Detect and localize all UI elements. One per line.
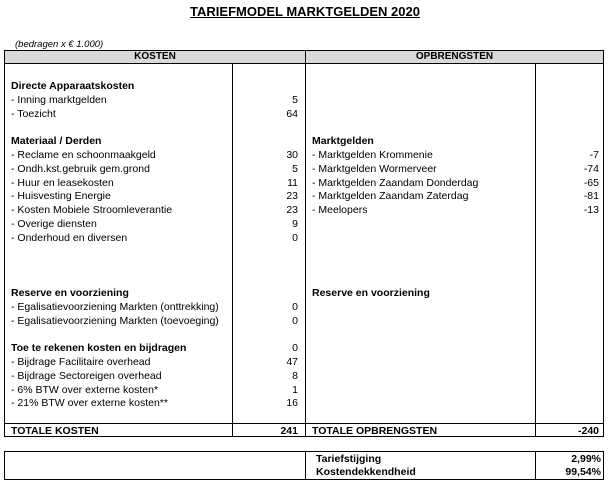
line-item-label: - Bijdrage Facilitaire overhead — [11, 356, 151, 368]
section-heading: Toe te rekenen kosten en bijdragen — [11, 342, 187, 355]
line-item-label: - Toezicht — [11, 107, 56, 120]
line-item-label: - Marktgelden Zaandam Donderdag — [312, 176, 479, 189]
line-item-value: 1 — [292, 383, 298, 396]
line-item-value: 5 — [292, 162, 298, 175]
line-item-value: -65 — [583, 176, 599, 189]
line-item-value: 0 — [292, 342, 298, 355]
line-item-value: 64 — [286, 107, 298, 120]
line-item-value: 0 — [292, 231, 298, 244]
line-item-label: - Huur en leasekosten — [11, 176, 114, 189]
amount-note: (bedragen x € 1.000) — [15, 39, 104, 50]
line-item-value: 23 — [286, 204, 298, 217]
line-item-label: - Meelopers — [312, 204, 368, 217]
kostendekkendheid-label: Kostendekkendheid — [316, 466, 416, 478]
line-item-label: - Marktgelden Wormerveer — [312, 162, 437, 175]
opbrengsten-header: OPBRENGSTEN — [306, 51, 603, 64]
line-item-label: - Marktgelden Krommenie — [312, 149, 433, 161]
section-heading: Marktgelden — [312, 135, 374, 148]
divider — [305, 63, 306, 436]
line-item-label: - 6% BTW over externe kosten* — [11, 383, 159, 396]
kostendekkendheid-value: 99,54% — [565, 466, 601, 478]
total-opbrengsten-value: -240 — [577, 425, 599, 437]
section-heading: Materiaal / Derden — [11, 135, 102, 148]
line-item-label: - Marktgelden Zaandam Zaterdag — [312, 190, 469, 203]
line-item-value: 9 — [292, 218, 298, 230]
line-item-label: - Reclame en schoonmaakgeld — [11, 149, 156, 161]
divider — [305, 452, 306, 479]
line-item-label: - Egalisatievoorziening Markten (onttrekking) — [11, 300, 219, 313]
total-kosten-label: TOTALE KOSTEN — [11, 425, 99, 437]
section-heading: Reserve en voorziening — [11, 287, 129, 299]
section-heading: Reserve en voorziening — [312, 287, 430, 299]
line-item-label: - Onderhoud en diversen — [11, 231, 128, 244]
line-item-label: - Huisvesting Energie — [11, 190, 111, 203]
line-item-value: 11 — [287, 176, 298, 189]
line-item-value: -81 — [583, 190, 599, 203]
tariefstijging-label: Tariefstijging — [316, 453, 382, 465]
line-item-label: - Bijdrage Sectoreigen overhead — [11, 369, 162, 382]
line-item-value: -74 — [583, 162, 599, 175]
total-opbrengsten-label: TOTALE OPBRENGSTEN — [312, 425, 438, 437]
divider — [535, 63, 536, 436]
line-item-label: - Inning marktgelden — [11, 93, 107, 106]
totals-row — [5, 423, 603, 436]
line-item-label: - 21% BTW over externe kosten** — [11, 397, 168, 410]
summary-box — [4, 451, 604, 480]
line-item-label: - Ondh.kst.gebruik gem.grond — [11, 162, 150, 175]
line-item-value: 30 — [286, 149, 298, 161]
line-item-value: 0 — [292, 314, 298, 327]
tariefstijging-value: 2,99% — [571, 453, 601, 465]
line-item-label: - Egalisatievoorziening Markten (toevoeging) — [11, 314, 219, 327]
line-item-value: 8 — [292, 369, 298, 382]
page-title: TARIEFMODEL MARKTGELDEN 2020 — [190, 4, 420, 19]
total-kosten-value: 241 — [280, 425, 298, 437]
line-item-value: -7 — [589, 149, 599, 161]
line-item-value: 5 — [292, 93, 298, 106]
line-item-value: -13 — [583, 204, 599, 217]
line-item-label: - Overige diensten — [11, 218, 97, 230]
tariff-table — [4, 50, 604, 437]
line-item-value: 0 — [292, 300, 298, 313]
line-item-label: - Kosten Mobiele Stroomleverantie — [11, 204, 173, 217]
line-item-value: 16 — [286, 397, 298, 410]
kosten-header: KOSTEN — [5, 51, 306, 64]
line-item-value: 23 — [286, 190, 298, 203]
section-heading: Directe Apparaatskosten — [11, 80, 135, 92]
line-item-value: 47 — [286, 356, 298, 368]
